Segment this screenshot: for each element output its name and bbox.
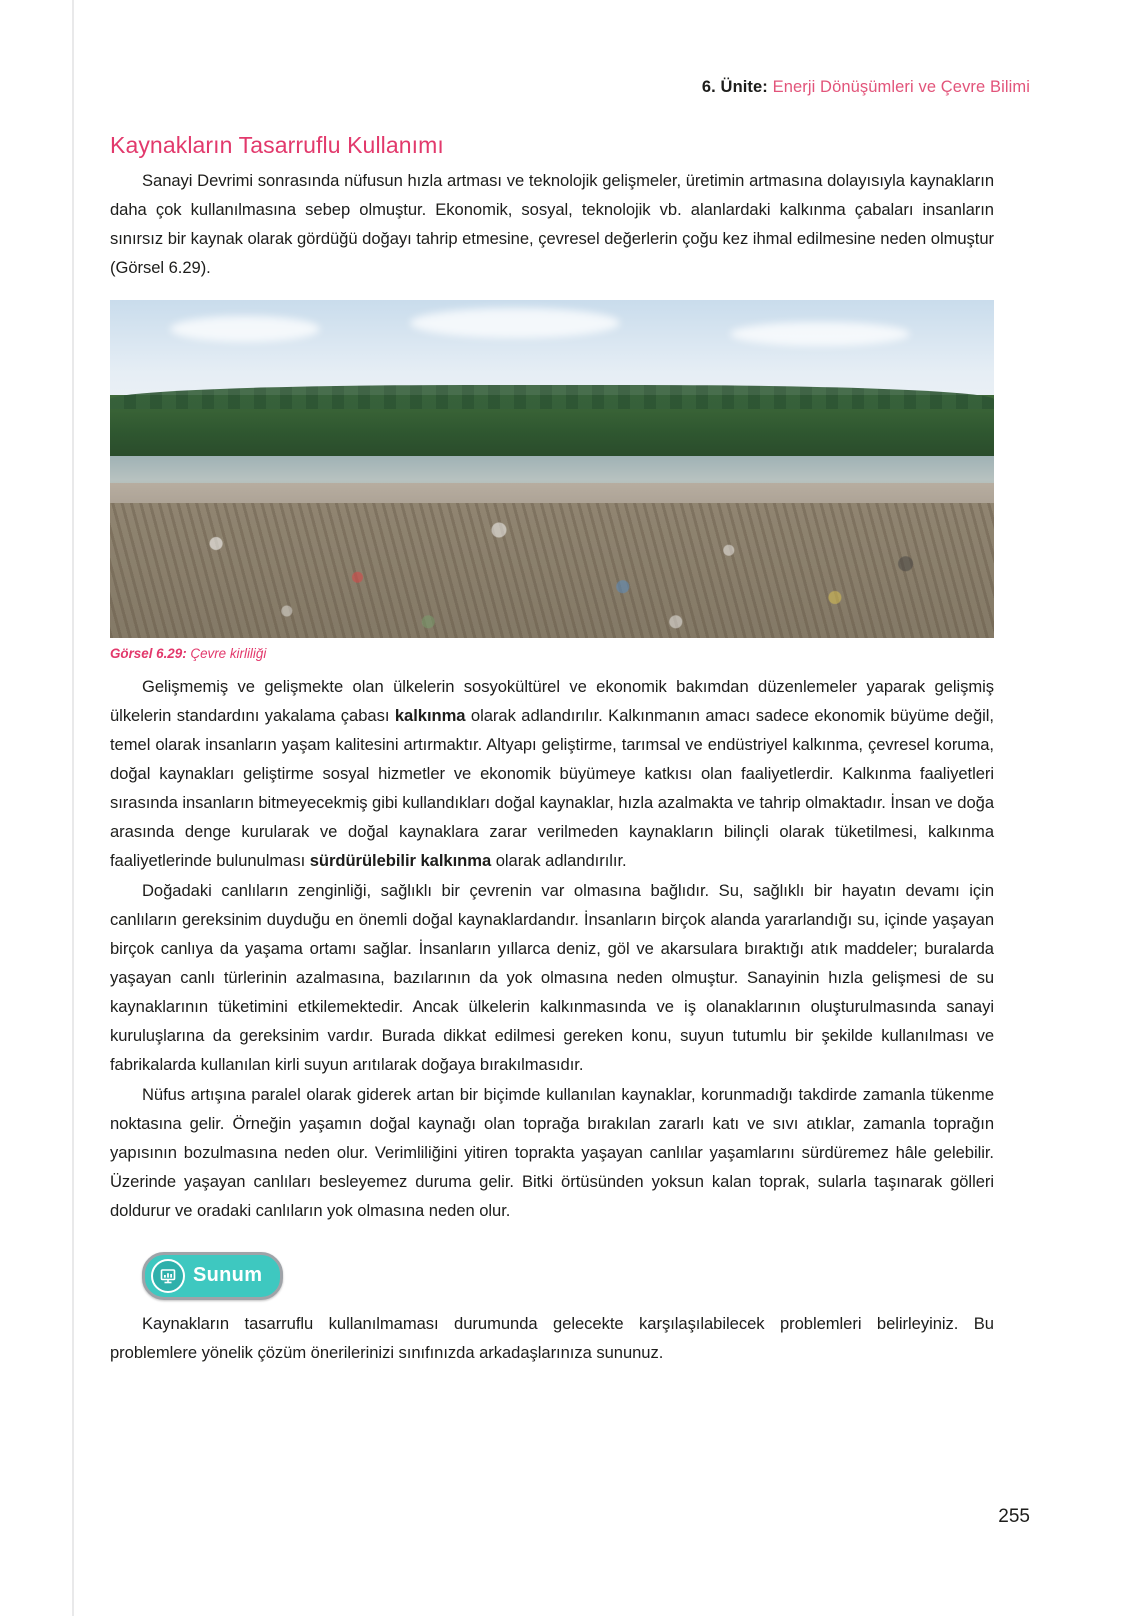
paragraph-water: Doğadaki canlıların zenginliği, sağlıklı bir çevrenin var olmasına bağlıdır. Su, sağlıklı bir hayatın devamı için canlıların gereksinim duyduğu en önemli doğal kaynaklardandır. İnsanların birçok alanda yararlandığı su, içinde yaşayan birçok canlıya da yaşama ortamı sağlar. İnsanların yıllarca deniz, göl ve akarsulara bıraktığı atık maddeler; buralarda yaşayan canlı türlerinin azalmasına, bazılarının da yok olmasına neden olmuştur. Sanayinin hızla gelişmesi de su kaynaklarının tüketimini etkilemektedir. Ancak ülkelerin kalkınmasında ve iş olanaklarının oluşturulmasında sanayi kuruluşlarına da gereksinim vardır. Burada dikkat edilmesi gereken konu, suyun tutumlu bir şekilde kullanılması ve fabrikalarda kullanılan kirli suyun arıtılarak doğaya bırakılmasıdır. [110, 881, 994, 1074]
activity-badge-wrapper [142, 1252, 994, 1300]
figure-caption [110, 646, 994, 661]
p2-part2: olarak adlandırılır. Kalkınmanın amacı sadece ekonomik büyüme değil, temel olarak insanların yaşam kalitesini artırmaktır. Altyapı geliştirme, tarımsal ve endüstriyel kalkınma, çevresel koruma, doğal kaynakları geliştirme sosyal hizmetler ve ekonomik büyümeye katkısı olan faaliyetlerdir. Kalkınma faaliyetleri sırasında insanların bitmeyecekmiş gibi kullandıkları doğal kaynaklar, hızla azalmakta ve tahrip olmaktadır. İnsan ve doğa arasında denge kurularak ve doğal kaynaklara zarar verilmeden kaynakların bilinçli olarak tüketilmesi, kalkınma faaliyetlerinde bulunulması [110, 706, 994, 870]
section-title: Kaynakların Tasarruflu Kullanımı [110, 132, 444, 158]
p2-term-kalkinma: kalkınma [394, 706, 466, 726]
paragraph-intro: Sanayi Devrimi sonrasında nüfusun hızla artması ve teknolojik gelişmeler, üretimin artmasına dolayısıyla kaynakların daha çok kullanılmasına sebep olmuştur. Ekonomik, sosyal, teknolojik vb. alanlardaki kalkınma çabaları insanların sınırsız bir kaynak olarak gördüğü doğayı tahrip etmesine, çevresel değerlerin çoğu kez ihmal edilmesine neden olmuştur (Görsel 6.29). [110, 171, 994, 277]
p2-part3: olarak adlandırılır. [491, 850, 627, 870]
figure-6-29 [110, 300, 994, 661]
activity-badge [142, 1252, 283, 1300]
running-header [702, 78, 1030, 97]
page-number: 255 [998, 1506, 1030, 1527]
photo-treeline [110, 395, 994, 463]
photo-waste-debris [110, 503, 994, 638]
photo-environment-pollution [110, 300, 994, 638]
p2-term-surdurulebilir-kalkinma: sürdürülebilir kalkınma [309, 850, 492, 870]
activity-badge-label: Sunum [193, 1264, 263, 1287]
figure-caption-text: Çevre kirliliği [190, 646, 267, 662]
page-left-rule [72, 0, 74, 1616]
p2-part1: Gelişmemiş ve gelişmekte olan ülkelerin sosyokültürel ve ekonomik bakımdan düzenlemeler yaparak gelişmiş ülkelerin standardını yakalama çabası [110, 677, 994, 726]
paragraph-soil: Nüfus artışına paralel olarak giderek artan bir biçimde kullanılan kaynaklar, korunmadığı takdirde zamanla tükenme noktasına gelir. Örneğin yaşamın doğal kaynağı olan toprağa bırakılan zararlı katı ve sıvı atıklar, zamanla toprağın yapısının bozulmasına neden olur. Verimliliğini yitiren toprakta yaşayan canlılar yaşamlarını sürdüremez hâle gelebilir. Üzerinde yaşayan canlıları besleyemez duruma gelir. Bitki örtüsünden yoksun kalan toprak, sularla taşınarak gölleri doldurur ve oradaki canlıların yok olmasına neden olur. [110, 1085, 994, 1220]
paragraph-activity-task: Kaynakların tasarruflu kullanılmaması durumunda gelecekte karşılaşılabilecek problemleri belirleyiniz. Bu problemlere yönelik çözüm önerilerinizi sınıfınızda arkadaşlarınıza sununuz. [110, 1313, 994, 1362]
presentation-icon [151, 1259, 185, 1293]
figure-caption-label: Görsel 6.29: [110, 646, 187, 662]
unit-number: 6. Ünite: [701, 78, 768, 96]
paragraph-development [110, 673, 994, 875]
unit-title: Enerji Dönüşümleri ve Çevre Bilimi [772, 78, 1030, 96]
page-content [110, 132, 994, 1369]
figure-image [110, 300, 994, 638]
